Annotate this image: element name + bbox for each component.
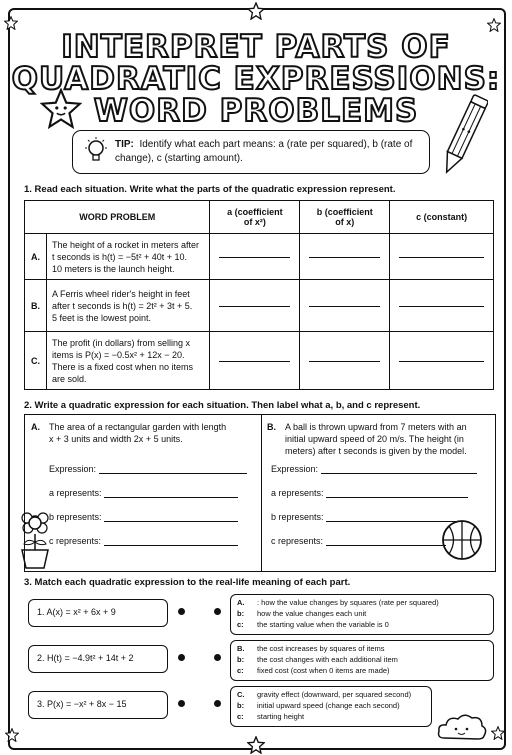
problem-b: B. A ball is thrown upward from 7 meters with an initial upward speed of 20 m/s. The height (in meters) after t seconds is given by the model.: [267, 422, 467, 456]
answer-b-field[interactable]: [300, 234, 390, 280]
row-letter: B.: [25, 280, 47, 332]
c-represents-a-field[interactable]: c represents:: [49, 535, 238, 546]
match-dot-left-1[interactable]: [178, 608, 185, 615]
row-letter: C.: [25, 332, 47, 390]
c-represents-b-field[interactable]: c represents:: [271, 535, 446, 546]
row-letter: A.: [25, 234, 47, 280]
expression-card-2: 2. H(t) = −4.9t² + 14t + 2: [28, 645, 168, 673]
tip-label: TIP:: [115, 139, 134, 150]
cloud-icon: [436, 712, 488, 742]
header-a: a (coefficient of x²): [210, 201, 300, 234]
star-icon: [5, 728, 19, 742]
answer-c-field[interactable]: [390, 234, 494, 280]
lightbulb-icon: [83, 137, 109, 167]
star-icon: [247, 2, 265, 20]
b-represents-a-field[interactable]: b represents:: [49, 511, 238, 522]
section3-heading: 3. Match each quadratic expression to the real-life meaning of each part.: [24, 577, 351, 588]
meaning-card-b: B. the cost increases by squares of items b: the cost changes with each additional item c: fixed cost (cost when 0 items are made): [230, 640, 494, 681]
table-row: [25, 234, 494, 280]
match-dot-right-b[interactable]: [214, 654, 221, 661]
problem-a: A. The area of a rectangular garden with length x + 3 units and width 2x + 5 units.: [31, 422, 227, 444]
header-word-problem: WORD PROBLEM: [25, 201, 210, 234]
header-c: c (constant): [390, 201, 494, 234]
word-problem-text: A Ferris wheel rider's height in feet after t seconds is h(t) = 2t² + 3t + 5. 5 feet is the lowest point.: [46, 280, 209, 332]
answer-b-field[interactable]: [300, 280, 390, 332]
section1-heading: 1. Read each situation. Write what the parts of the quadratic expression represent.: [24, 184, 396, 195]
section2-box: [24, 414, 496, 572]
meaning-card-a: A. : how the value changes by squares (rate per squared) b: how the value changes each unit c: the starting value when the variable is 0: [230, 594, 494, 635]
table-row: [25, 280, 494, 332]
tip-text: Identify what each part means: a (rate per squared), b (rate of change), c (starting amount).: [115, 139, 413, 164]
expression-b-field[interactable]: Expression:: [271, 463, 477, 474]
answer-c-field[interactable]: [390, 332, 494, 390]
match-dot-left-2[interactable]: [178, 654, 185, 661]
answer-b-field[interactable]: [300, 332, 390, 390]
expression-card-1: 1. A(x) = x² + 6x + 9: [28, 599, 168, 627]
star-icon: [4, 16, 18, 30]
answer-c-field[interactable]: [390, 280, 494, 332]
star-icon: [247, 736, 265, 754]
tip-box: [72, 130, 430, 174]
answer-a-field[interactable]: [210, 332, 300, 390]
page-title-line1: INTERPRET PARTS OF: [61, 29, 451, 65]
table-row: [25, 332, 494, 390]
match-dot-right-c[interactable]: [214, 700, 221, 707]
a-represents-b-field[interactable]: a represents:: [271, 487, 468, 498]
expression-card-3: 3. P(x) = −x² + 8x − 15: [28, 691, 168, 719]
page-title-line2: QUADRATIC EXPRESSIONS:: [11, 61, 501, 97]
page-title-line3: WORD PROBLEMS: [93, 93, 419, 129]
section2-heading: 2. Write a quadratic expression for each situation. Then label what a, b, and c represent.: [24, 400, 421, 411]
meaning-card-c: C. gravity effect (downward, per squared second) b: initial upward speed (change each second) c: starting height: [230, 686, 432, 727]
section1-table: [24, 200, 494, 390]
match-dot-left-3[interactable]: [178, 700, 185, 707]
header-b: b (coefficient of x): [300, 201, 390, 234]
answer-a-field[interactable]: [210, 234, 300, 280]
word-problem-text: The height of a rocket in meters after t seconds is h(t) = −5t² + 40t + 10. 10 meters is the launch height.: [46, 234, 209, 280]
match-dot-right-a[interactable]: [214, 608, 221, 615]
answer-a-field[interactable]: [210, 280, 300, 332]
b-represents-b-field[interactable]: b represents:: [271, 511, 468, 522]
expression-a-field[interactable]: Expression:: [49, 463, 247, 474]
star-icon: [491, 726, 505, 740]
a-represents-a-field[interactable]: a represents:: [49, 487, 238, 498]
word-problem-text: The profit (in dollars) from selling x items is P(x) = −0.5x² + 12x − 20. There is a fixed cost when no items are sold.: [46, 332, 209, 390]
